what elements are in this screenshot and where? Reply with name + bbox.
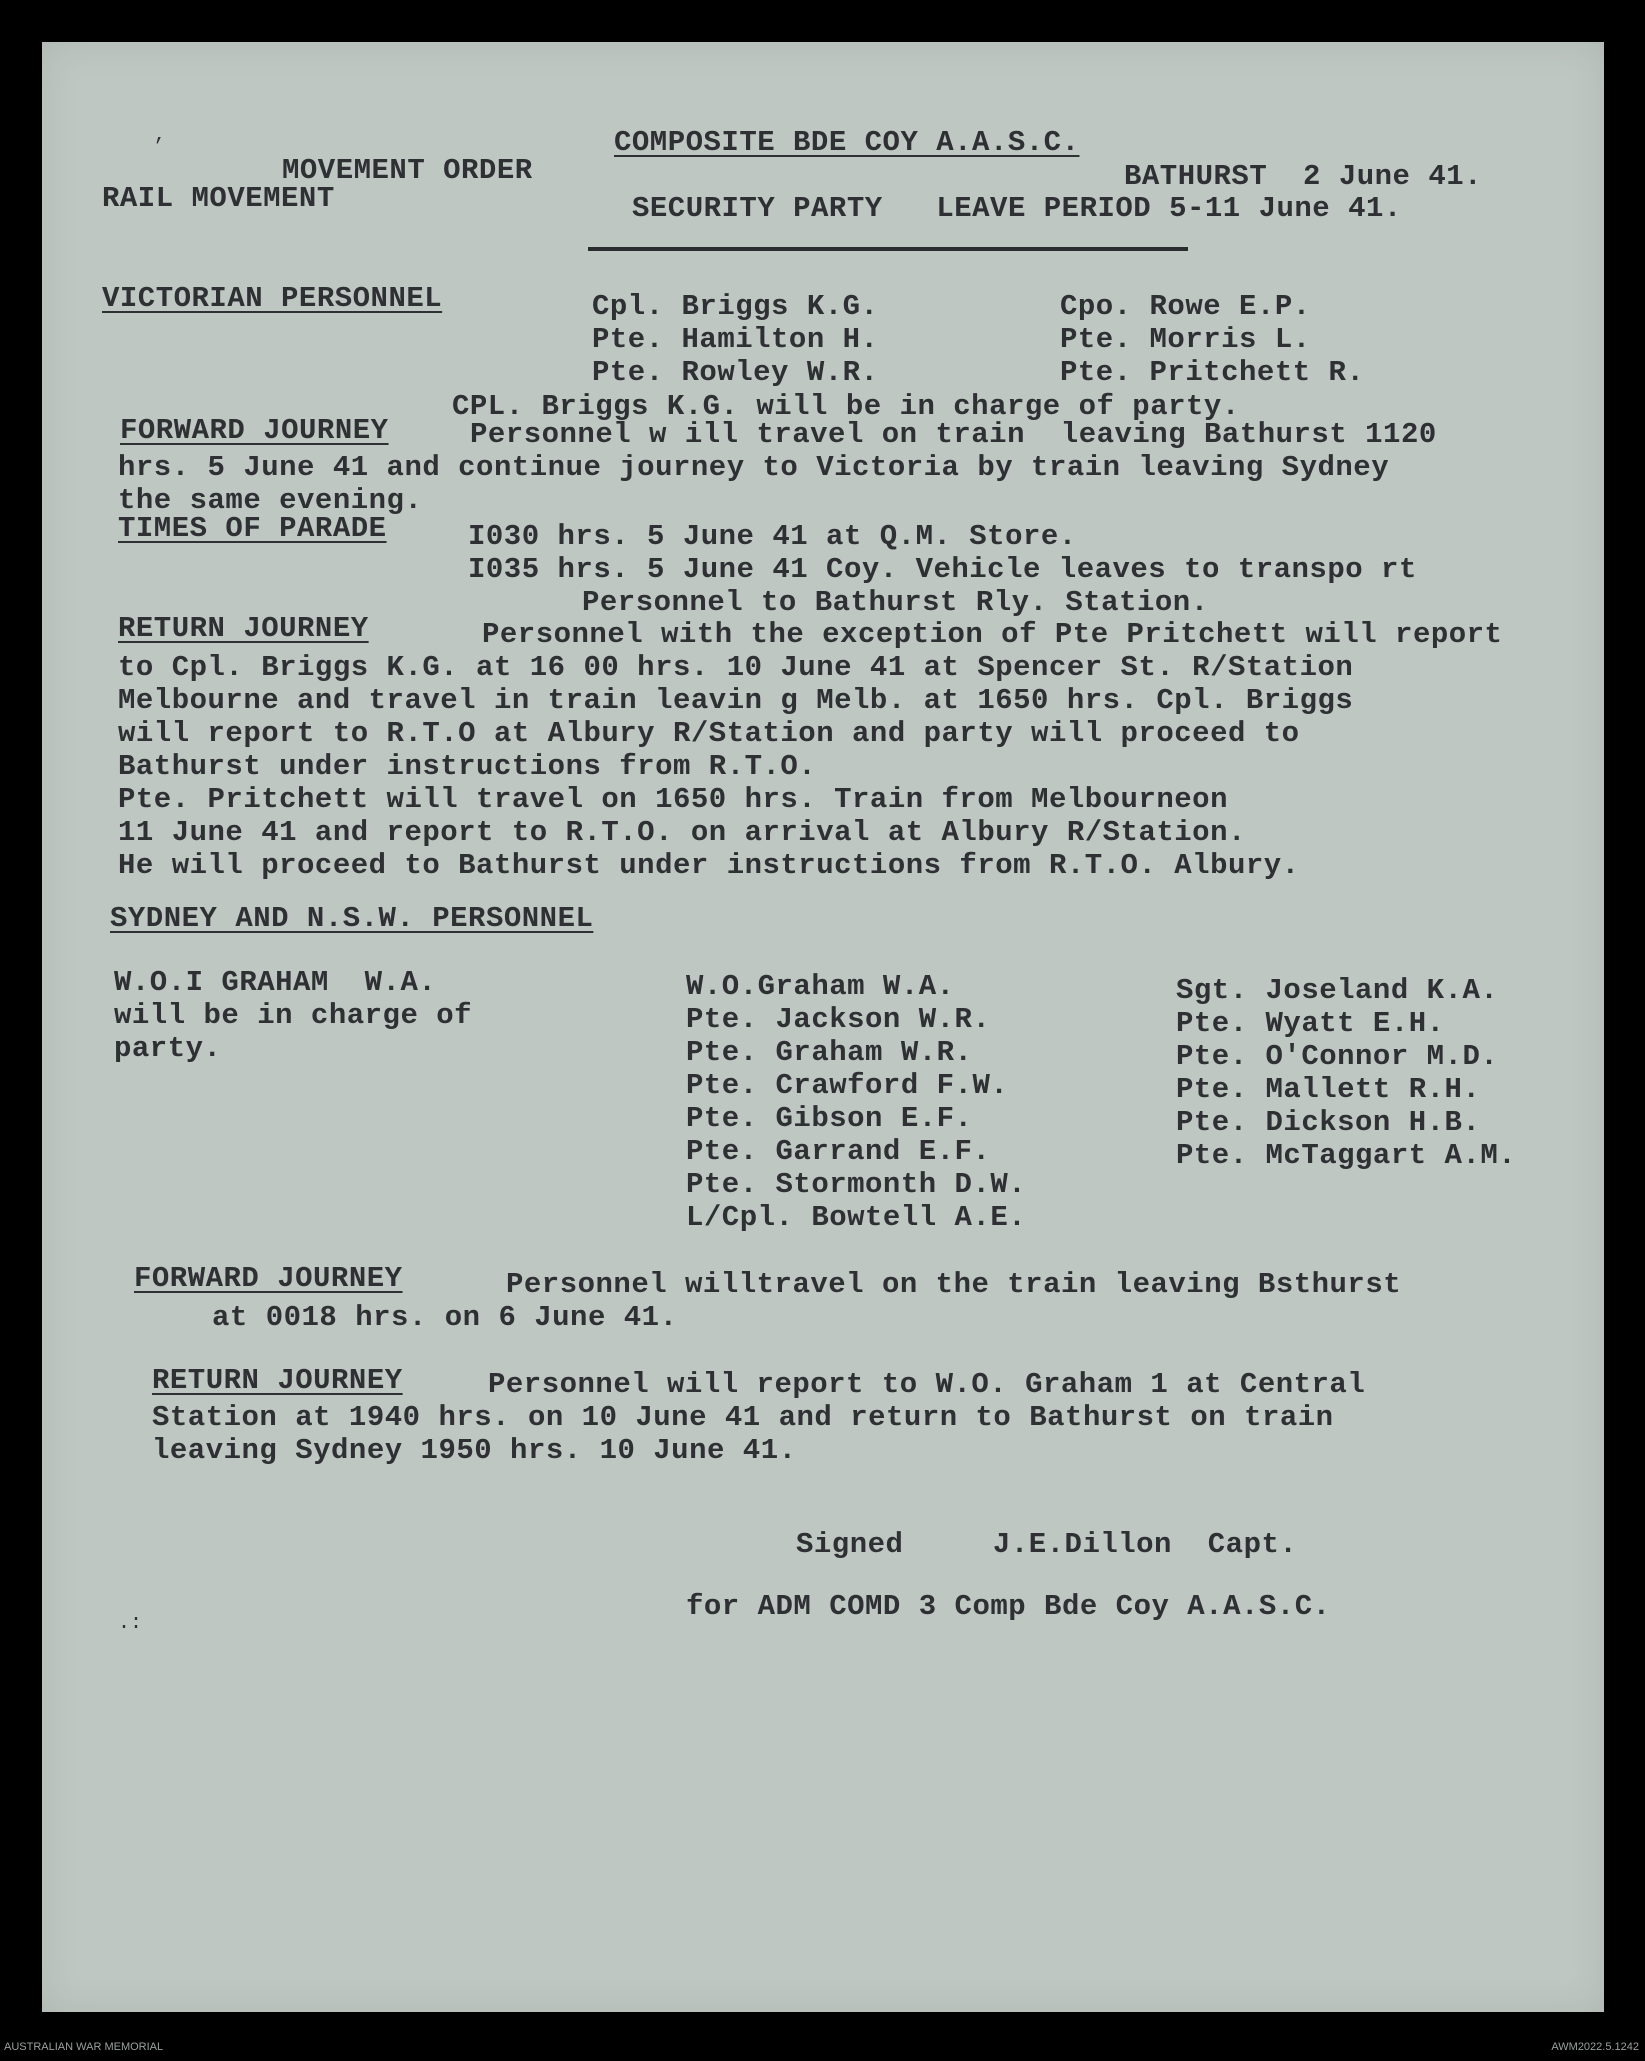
- victorian-col2: [1060, 290, 1364, 389]
- victorian-return-line: Melbourne and travel in train leavin g Melb. at 1650 hrs. Cpl. Briggs: [118, 684, 1354, 717]
- person-entry: Pte. Wyatt E.H.: [1176, 1007, 1445, 1040]
- person-entry: W.O.Graham W.A.: [686, 970, 955, 1003]
- victorian-return-label: RETURN JOURNEY: [118, 612, 369, 645]
- movement-type: RAIL MOVEMENT: [102, 182, 335, 215]
- victorian-return-line: Pte. Pritchett will travel on 1650 hrs. Train from Melbourneon: [118, 783, 1228, 816]
- person-entry: Pte. Graham W.R.: [686, 1036, 973, 1069]
- person-entry: Pte. Crawford F.W.: [686, 1069, 1009, 1102]
- victorian-parade-line: I030 hrs. 5 June 41 at Q.M. Store.: [468, 520, 1077, 553]
- person-entry: Pte. Garrand E.F.: [686, 1135, 991, 1168]
- ink-mark: .:: [118, 1612, 143, 1635]
- ink-mark: ,: [154, 124, 167, 147]
- nsw-forward-line: at 0018 hrs. on 6 June 41.: [212, 1301, 678, 1334]
- person-entry: Pte. Jackson W.R.: [686, 1003, 991, 1036]
- footer-right: AWM2022.5.1242: [1551, 2041, 1639, 2053]
- victorian-charge: CPL. Briggs K.G. will be in charge of party.: [452, 390, 1240, 423]
- nsw-return-line: Personnel will report to W.O. Graham 1 at Central: [488, 1368, 1366, 1401]
- person-entry: Pte. Dickson H.B.: [1176, 1106, 1481, 1139]
- victorian-forward-label: FORWARD JOURNEY: [120, 414, 389, 447]
- nsw-charge-line: will be in charge of: [114, 999, 473, 1032]
- victorian-return-line: 11 June 41 and report to R.T.O. on arrival at Albury R/Station.: [118, 816, 1246, 849]
- victorian-return-line: Personnel with the exception of Pte Pritchett will report: [482, 618, 1503, 651]
- unit-title: COMPOSITE BDE COY A.A.S.C.: [614, 126, 1080, 159]
- person-entry: Pte. Hamilton H.: [592, 323, 879, 356]
- person-entry: Pte. Gibson E.F.: [686, 1102, 973, 1135]
- nsw-charge: [114, 966, 472, 1065]
- nsw-forward-label: FORWARD JOURNEY: [134, 1262, 403, 1295]
- person-entry: Cpl. Briggs K.G.: [592, 290, 879, 323]
- victorian-return-line: He will proceed to Bathurst under instructions from R.T.O. Albury.: [118, 849, 1300, 882]
- victorian-col1: [592, 290, 878, 389]
- nsw-col1: [686, 970, 1026, 1234]
- person-entry: Pte. Rowley W.R.: [592, 356, 879, 389]
- victorian-return-line: Bathurst under instructions from R.T.O.: [118, 750, 817, 783]
- person-entry: Pte. O'Connor M.D.: [1176, 1040, 1499, 1073]
- nsw-return-line: Station at 1940 hrs. on 10 June 41 and return to Bathurst on train: [152, 1401, 1334, 1434]
- nsw-charge-line: W.O.I GRAHAM W.A.: [114, 966, 437, 999]
- person-entry: Cpo. Rowe E.P.: [1060, 290, 1311, 323]
- person-entry: Pte. McTaggart A.M.: [1176, 1139, 1517, 1172]
- person-entry: Pte. Morris L.: [1060, 323, 1311, 356]
- victorian-forward-line: hrs. 5 June 41 and continue journey to Victoria by train leaving Sydney: [118, 451, 1390, 484]
- victorian-forward-line: Personnel w ill travel on train leaving Bathurst 1120: [470, 418, 1437, 451]
- document-page: [42, 42, 1604, 2012]
- victorian-parade-label: TIMES OF PARADE: [118, 512, 387, 545]
- person-entry: L/Cpl. Bowtell A.E.: [686, 1201, 1027, 1234]
- place-date: BATHURST 2 June 41.: [1124, 160, 1483, 193]
- person-entry: Sgt. Joseland K.A.: [1176, 974, 1499, 1007]
- footer-left: AUSTRALIAN WAR MEMORIAL: [4, 2041, 164, 2053]
- victorian-parade-line: I035 hrs. 5 June 41 Coy. Vehicle leaves to transpo rt: [468, 553, 1417, 586]
- subject-line: SECURITY PARTY LEAVE PERIOD 5-11 June 41.: [632, 192, 1402, 225]
- person-entry: Pte. Mallett R.H.: [1176, 1073, 1481, 1106]
- signature-for-line: for ADM COMD 3 Comp Bde Coy A.A.S.C.: [686, 1590, 1331, 1623]
- nsw-heading: SYDNEY AND N.S.W. PERSONNEL: [110, 902, 594, 935]
- nsw-charge-line: party.: [114, 1032, 222, 1065]
- nsw-col2: [1176, 974, 1516, 1172]
- person-entry: Pte. Stormonth D.W.: [686, 1168, 1027, 1201]
- nsw-forward-line: Personnel willtravel on the train leaving Bsthurst: [506, 1268, 1402, 1301]
- nsw-return-line: leaving Sydney 1950 hrs. 10 June 41.: [152, 1434, 797, 1467]
- nsw-return-label: RETURN JOURNEY: [152, 1364, 403, 1397]
- header-rule: [588, 247, 1188, 251]
- victorian-parade-line: Personnel to Bathurst Rly. Station.: [582, 586, 1209, 619]
- person-entry: Pte. Pritchett R.: [1060, 356, 1365, 389]
- order-title: MOVEMENT ORDER: [282, 154, 533, 187]
- signed-line: Signed J.E.Dillon Capt.: [796, 1528, 1298, 1561]
- victorian-forward-line: the same evening.: [118, 484, 423, 517]
- victorian-return-line: will report to R.T.O at Albury R/Station and party will proceed to: [118, 717, 1300, 750]
- victorian-heading: VICTORIAN PERSONNEL: [102, 282, 443, 315]
- victorian-return-line: to Cpl. Briggs K.G. at 16 00 hrs. 10 June 41 at Spencer St. R/Station: [118, 651, 1354, 684]
